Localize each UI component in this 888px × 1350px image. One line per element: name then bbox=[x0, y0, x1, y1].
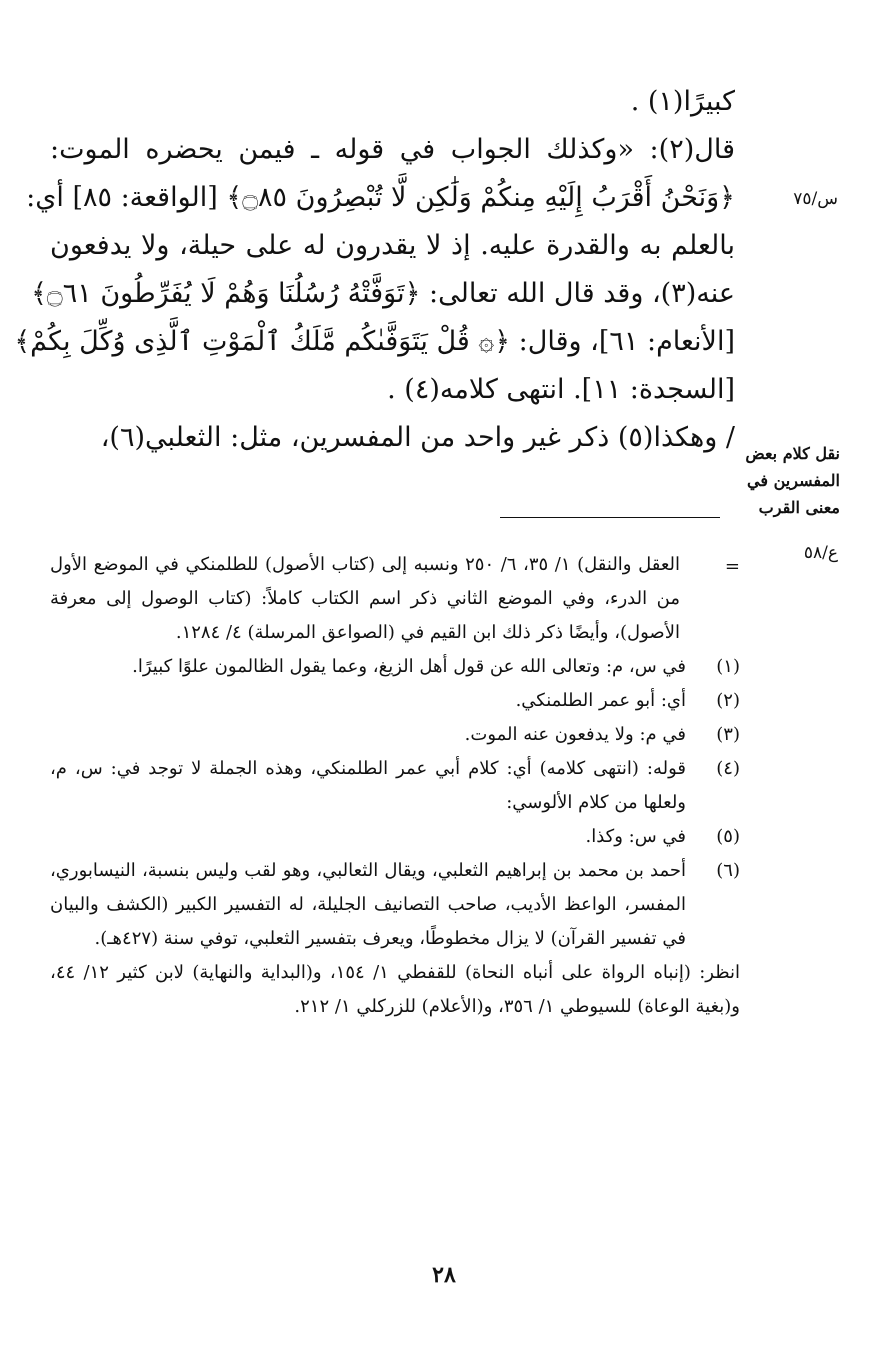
footnote bbox=[50, 684, 740, 718]
footnote bbox=[50, 820, 740, 854]
main-text bbox=[14, 78, 735, 462]
footnote-number: (٦) bbox=[716, 860, 740, 881]
margin-manuscript-ref: س/٧٥ bbox=[793, 189, 838, 209]
footnotes bbox=[50, 548, 740, 1024]
margin-topic-note: نقل كلام بعض المفسرين في معنى القرب bbox=[745, 444, 840, 517]
main-text-line: ﴿وَنَحْنُ أَقْرَبُ إِلَيْهِ مِنكُمْ وَلَٰكِن لَّا تُبْصِرُونَ ۝٨٥﴾ [الواقعة: ٨٥] أي: bbox=[26, 182, 735, 213]
main-text-line: [الأنعام: ٦١]، وقال: ﴿۞ قُلْ يَتَوَفَّىٰكُم مَّلَكُ ٱلْمَوْتِ ٱلَّذِى وُكِّلَ بِكُمْ﴾ bbox=[14, 326, 735, 357]
main-text-line: بالعلم به والقدرة عليه. إذ لا يقدرون له على حيلة، ولا يدفعون bbox=[50, 230, 735, 261]
footnote-number: (٥) bbox=[716, 826, 740, 847]
footnote-text: في م: ولا يدفعون عنه الموت. bbox=[464, 724, 686, 745]
footnote-number: (٢) bbox=[716, 690, 740, 711]
footnote-text: قوله: (انتهى كلامه) أي: كلام أبي عمر الطلمنكي، وهذه الجملة لا توجد في: س، م، ولعلها من كلام الألوسي: bbox=[50, 758, 686, 813]
footnote-number: (١) bbox=[716, 656, 740, 677]
page-number: ٢٨ bbox=[432, 1262, 456, 1288]
footnote-number: (٤) bbox=[716, 758, 740, 779]
margin-manuscript-ref: ع/٥٨ bbox=[803, 543, 838, 563]
footnote-text: أحمد بن محمد بن إبراهيم الثعلبي، ويقال الثعالبي، وهو لقب وليس بنسبة، النيسابوري، المفسر، الواعظ الأديب، صاحب التصانيف الجليلة، له التفسير الكبير (الكشف والبيان في تفسير القرآن) لا يزال مخطوطًا، ويعرف بتفسير الثعلبي، توفي سنة (٤٢٧هـ). bbox=[50, 860, 686, 949]
footnote bbox=[50, 752, 740, 820]
main-text-line: قال(٢): «وكذلك الجواب في قوله ـ فيمن يحضره الموت: bbox=[50, 134, 735, 165]
footnote-continuation: العقل والنقل) ١/ ٣٥، ٦/ ٢٥٠ ونسبه إلى (كتاب الأصول) للطلمنكي في الموضع الأول من الدرء، وفي الموضع الثاني ذكر اسم الكتاب كاملاً: (كتاب الوصول إلى معرفة الأصول)، وأيضًا ذكر ذلك ابن القيم في (الصواعق المرسلة) ٤/ ١٢٨٤. bbox=[50, 554, 680, 643]
footnote bbox=[50, 854, 740, 956]
footnote-text: في س: وكذا. bbox=[585, 826, 686, 847]
footnote bbox=[50, 650, 740, 684]
main-text-line: / وهكذا(٥) ذكر غير واحد من المفسرين، مثل: الثعلبي(٦)، bbox=[100, 422, 735, 453]
footnote bbox=[50, 718, 740, 752]
main-text-line: عنه(٣)، وقد قال الله تعالى: ﴿تَوَفَّتْهُ رُسُلُنَا وَهُمْ لَا يُفَرِّطُونَ ۝٦١﴾ bbox=[31, 278, 735, 309]
footnote-separator bbox=[500, 517, 720, 518]
continuation-marker: = bbox=[724, 556, 740, 577]
footnote-text: في س، م: وتعالى الله عن قول أهل الزيغ، وعما يقول الظالمون علوًا كبيرًا. bbox=[132, 656, 686, 677]
footnote-text: أي: أبو عمر الطلمنكي. bbox=[515, 690, 686, 711]
footnote-references: انظر: (إنباه الرواة على أنباه النحاة) للقفطي ١/ ١٥٤، و(البداية والنهاية) لابن كثير ١٢/ ٤٤، و(بغية الوعاة) للسيوطي ١/ ٣٥٦، و(الأعلام) للزركلي ١/ ٢١٢. bbox=[50, 962, 741, 1017]
footnote-number: (٣) bbox=[716, 724, 740, 745]
main-text-line: [السجدة: ١١]. انتهى كلامه(٤) . bbox=[387, 374, 735, 405]
main-text-line: كبيرًا(١) . bbox=[630, 86, 735, 117]
